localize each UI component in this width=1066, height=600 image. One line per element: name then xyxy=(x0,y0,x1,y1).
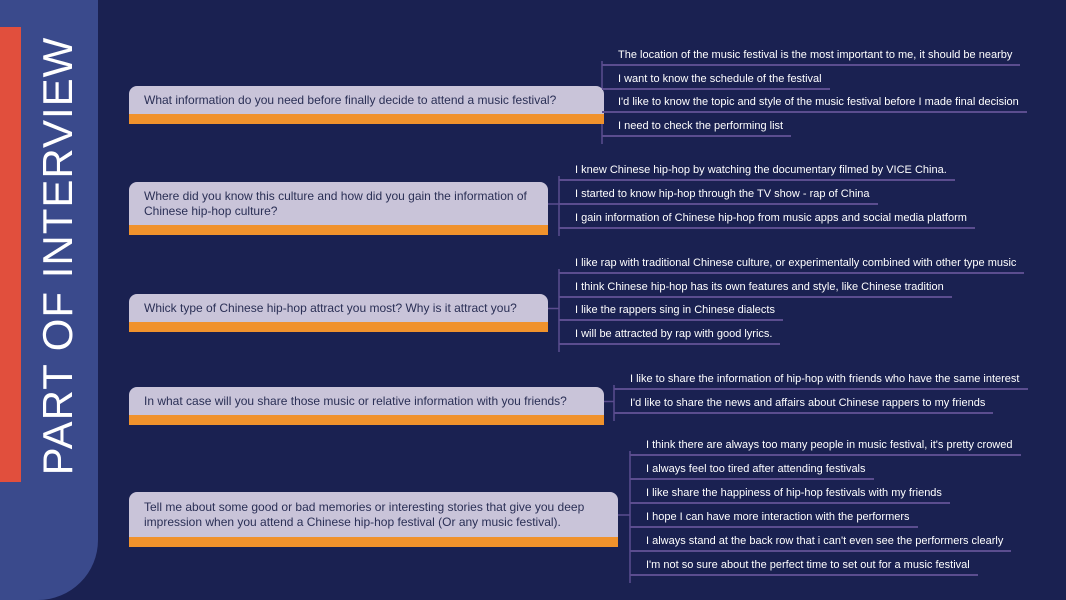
question-2: Where did you know this culture and how did you gain the information of Chinese hip-hop culture? xyxy=(129,182,548,226)
connector-2 xyxy=(548,176,559,236)
answer-5-2: I always feel too tired after attending festivals xyxy=(646,462,866,480)
answer-5-6: I'm not so sure about the perfect time to set out for a music festival xyxy=(646,558,970,576)
answer-2-1: I knew Chinese hip-hop by watching the documentary filmed by VICE China. xyxy=(575,163,947,181)
question-1: What information do you need before finally decide to attend a music festival? xyxy=(129,86,604,115)
answer-3-2: I think Chinese hip-hop has its own features and style, like Chinese tradition xyxy=(575,280,944,298)
answer-2-2: I started to know hip-hop through the TV show - rap of China xyxy=(575,187,870,205)
question-4: In what case will you share those music or relative information with you friends? xyxy=(129,387,604,416)
answer-2-3: I gain information of Chinese hip-hop from music apps and social media platform xyxy=(575,211,967,229)
answer-5-4: I hope I can have more interaction with the performers xyxy=(646,510,910,528)
connector-3 xyxy=(548,269,559,352)
answer-3-4: I will be attracted by rap with good lyrics. xyxy=(575,327,772,345)
connector-4 xyxy=(604,385,614,421)
answer-3-1: I like rap with traditional Chinese culture, or experimentally combined with other type music xyxy=(575,256,1016,274)
question-3: Whick type of Chinese hip-hop attract you most? Why is it attract you? xyxy=(129,294,548,323)
page-title: PART OF INTERVIEW xyxy=(34,36,81,476)
answer-1-3: I'd like to know the topic and style of the music festival before I made final decision xyxy=(618,95,1019,113)
answer-5-3: I like share the happiness of hip-hop festivals with my friends xyxy=(646,486,942,504)
answer-1-2: I want to know the schedule of the festival xyxy=(618,72,822,90)
answer-4-2: I'd like to share the news and affairs about Chinese rappers to my friends xyxy=(630,396,985,414)
connector-5 xyxy=(618,451,630,583)
answer-1-4: I need to check the performing list xyxy=(618,119,783,137)
question-5: Tell me about some good or bad memories or interesting stories that give you deep impression when you attend a Chinese hip-hop festival (Or any music festival). xyxy=(129,492,618,538)
answer-5-5: I always stand at the back row that i can't even see the performers clearly xyxy=(646,534,1003,552)
answer-3-3: I like the rappers sing in Chinese dialects xyxy=(575,303,775,321)
answer-1-1: The location of the music festival is the most important to me, it should be nearby xyxy=(618,48,1012,66)
answer-4-1: I like to share the information of hip-hop with friends who have the same interest xyxy=(630,372,1020,390)
answer-5-1: I think there are always too many people in music festival, it's pretty crowed xyxy=(646,438,1013,456)
